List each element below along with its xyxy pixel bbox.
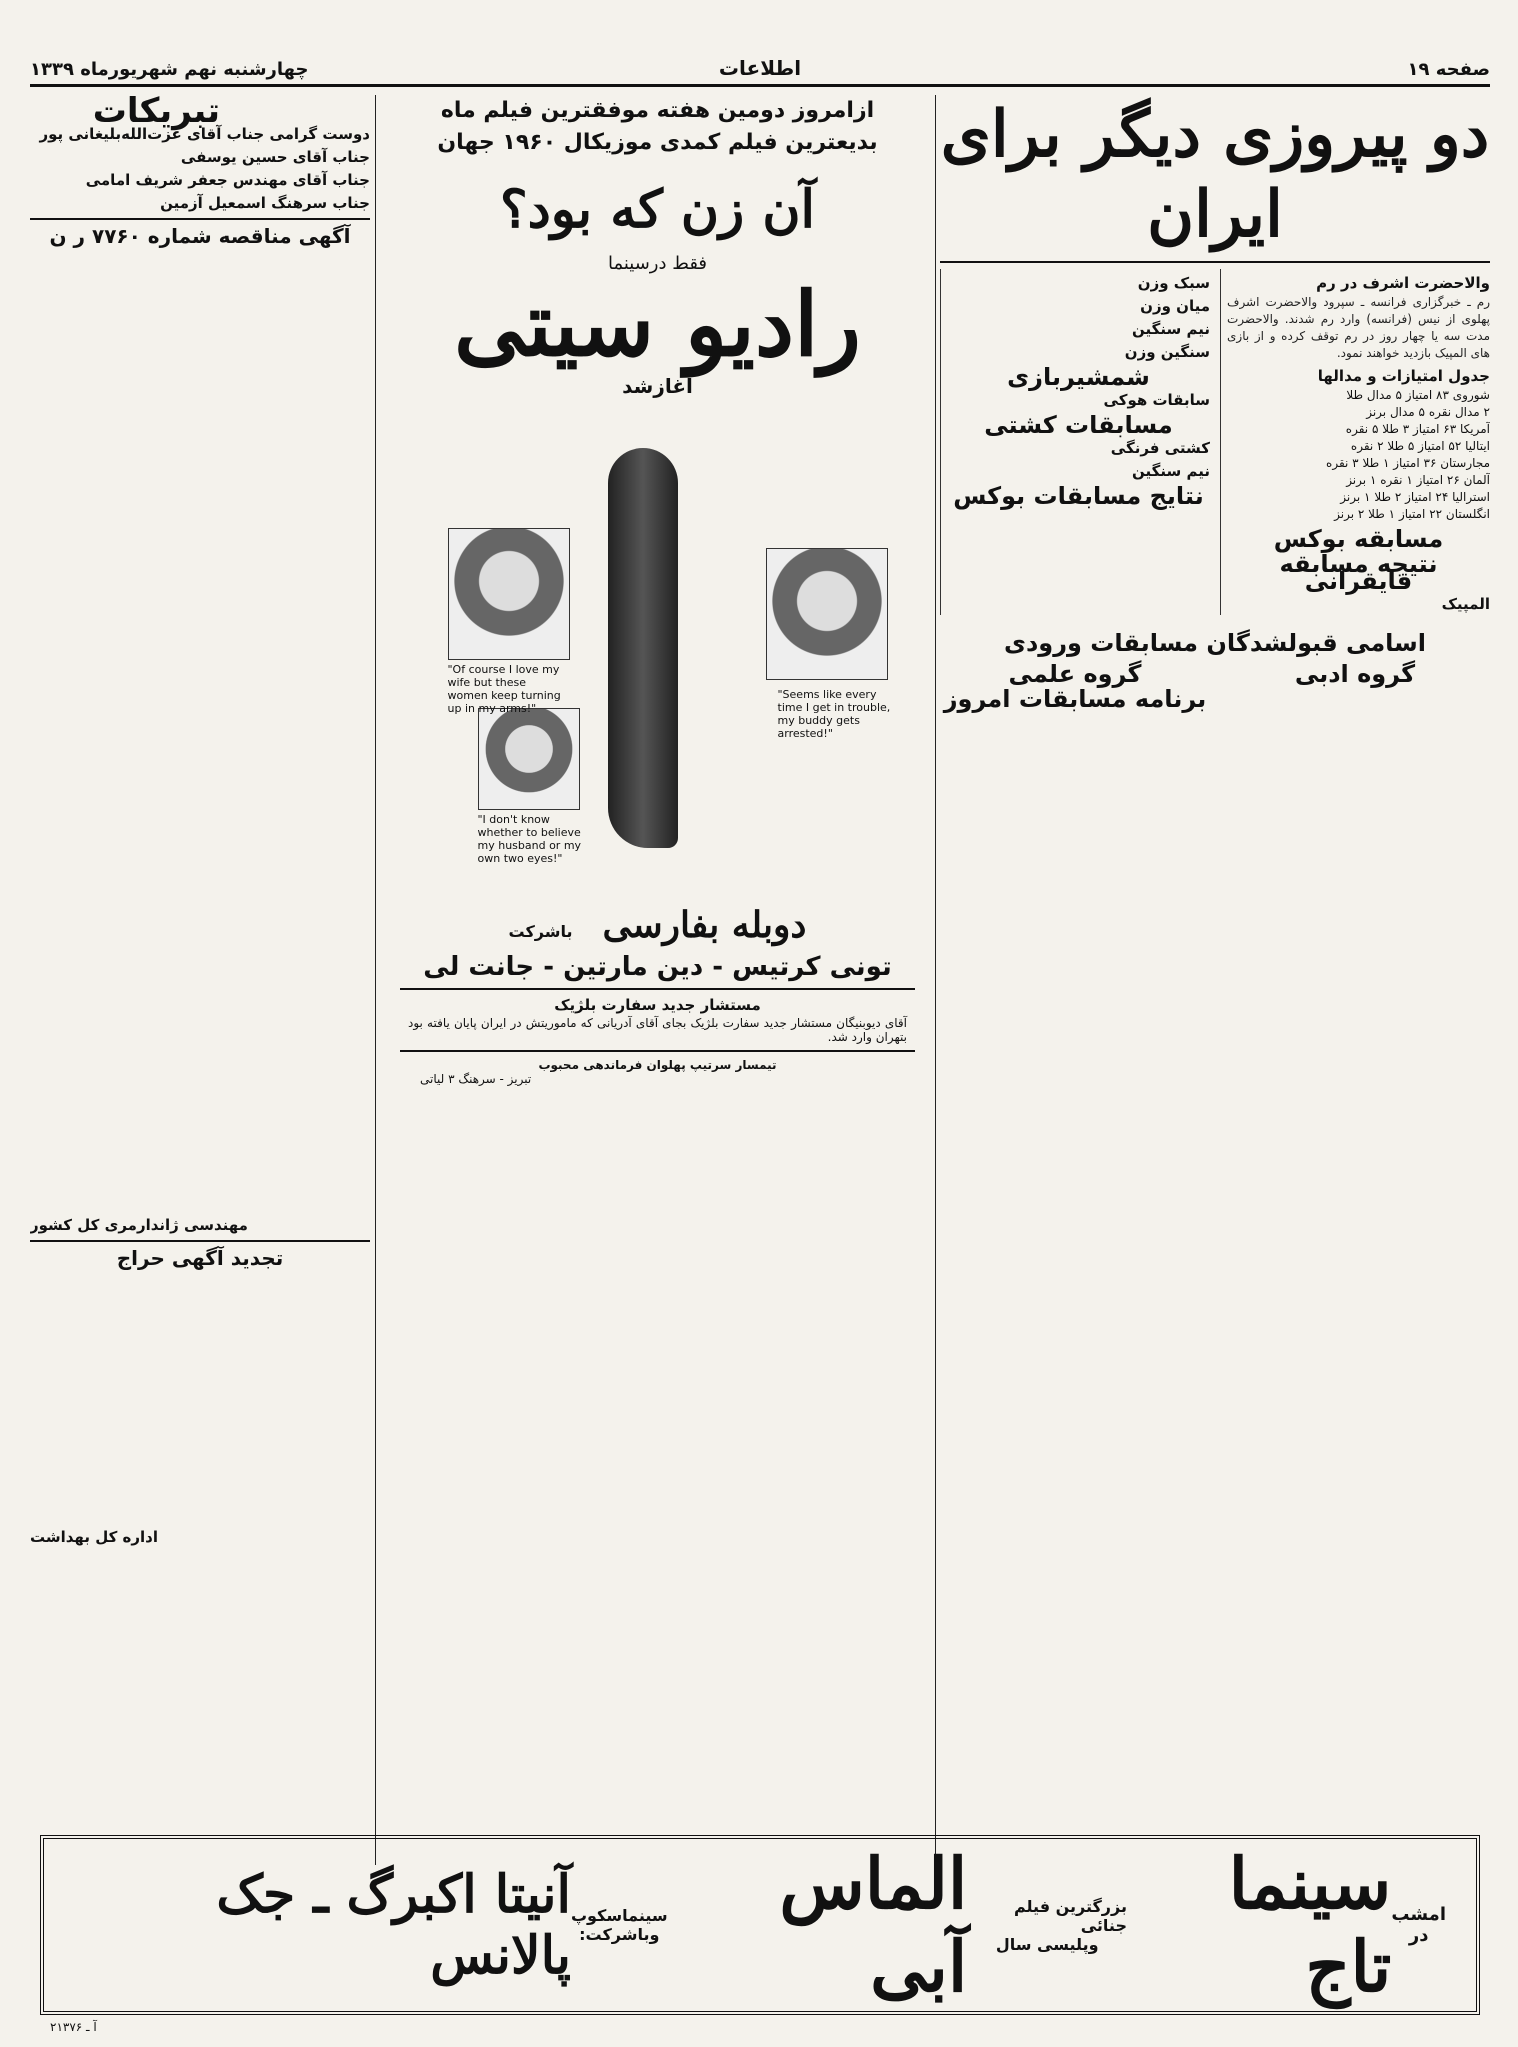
section-title: نتایج مسابقات بوکس [953,482,1204,510]
dubbed-label: دوبله بفارسی [602,904,807,946]
started-label: آغازشد [622,374,693,398]
section-title: کشتی فرنگی [1110,439,1210,457]
congrats-title: تبریکات [92,95,220,131]
admissions-list-title: اسامی قبولشدگان مسابقات ورودی [1003,629,1427,657]
film-title: الماس آبی [779,1842,968,2008]
congrats-heading: جناب سرهنگ اسمعیل آزمین [160,194,370,212]
leg-illustration [608,448,678,848]
actor-photo [448,528,570,660]
section-title: نیم سنگین [1132,462,1210,480]
medal-row: شوروی ۸۳ امتیاز ۵ مدال طلا [1346,388,1490,402]
article-body: آقای دیوبنیگان مستشار جدید سفارت بلژیک بجای آقای آدریانی که ماموریتش در ایران پایان یافته بود بتهران وارد شد. [408,1016,907,1044]
section-title: مسابقات کشتی [984,411,1173,439]
medal-row: ۲ مدال نقره ۵ مدال برنز [1366,405,1490,419]
ad-line-1: ازامروز دومین هفته موفقترین فیلم ماه [440,98,875,123]
biggest-film-label: بزرگترین فیلم جنائی [1013,1896,1127,1935]
main-headline: دو پیروزی دیگر برای ایران [940,97,1490,252]
film-title: آن زن که بود؟ [500,179,815,240]
ad-line-2: بدیعترین فیلم کمدی موزیکال ۱۹۶۰ جهان [437,130,878,155]
medal-table [1227,387,1490,523]
section-title: میان وزن [1140,297,1210,315]
medal-row: انگلستان ۲۲ امتیاز ۱ طلا ۲ برنز [1334,507,1490,521]
congrats-heading: جناب آقای مهندس جعفر شریف امامی [85,171,370,189]
section-title: سنگین وزن [1124,343,1210,361]
newspaper-name: اطلاعات [718,56,802,80]
left-column [30,95,370,1865]
medal-row: استرالیا ۲۴ امتیاز ۲ طلا ۱ برنز [1340,490,1490,504]
cinema-ad [400,95,915,1095]
section-title: نیم سنگین [1132,320,1210,338]
section-title: برنامه مسابقات امروز [943,685,1207,713]
actor-photo [766,548,888,680]
only-at: فقط درسینما [607,253,708,274]
medal-table-title: جدول امتیازات و مدالها [1317,367,1490,385]
cast-list: تونی کرتیس - دین مارتین - جانت لی [423,952,892,982]
in-label: در [1408,1925,1429,1946]
cinema-name: سینما تاج [1228,1842,1392,2008]
tender-sign: مهندسی ژاندارمری کل کشور [30,1216,248,1234]
column-rule [375,95,376,1865]
cinemascope-label: سینماسکوپ [570,1906,668,1925]
tender-title: آگهی مناقصه شماره ۷۷۶۰ ر ن [49,224,351,248]
article-lead: رم ـ خبرگزاری فرانسه ـ سپرود والاحضرت اشرف پهلوی از نیس (فرانسه) وارد رم شدند. والاحضرت مدت سه یا چهار روز در رم توقف کرده و از بازی های المپیک بازدید خواهند نمود. [1227,295,1490,360]
section-title: شمشیربازی [1007,363,1150,391]
sports-section [940,95,1490,1865]
auction-sign: اداره کل بهداشت [30,1528,158,1546]
cinema-name: رادیو سیتی [454,272,861,376]
section-title: نتیجه مسابقه قایقرانی [1279,550,1438,595]
page-number: صفحه ۱۹ [1407,59,1490,80]
issue-date: چهارشنبه نهم شهریورماه ۱۳۳۹ [30,59,309,80]
quote: "Seems like every time I get in trouble, my buddy gets arrested!" [777,688,891,740]
ad-code: آ ـ ۲۱۳۷۶ [50,2020,97,2034]
police-label: وپلیسی سال [995,1934,1099,1954]
quote: "I don't know whether to believe my husband or my own two eyes!" [477,813,582,865]
quote: "Of course I love my wife but these women keep turning up in my arms!" [447,663,561,715]
congrats-heading: جناب آقای حسین یوسفی [180,148,370,166]
medal-row: آلمان ۲۶ امتیاز ۱ نقره ۱ برنز [1346,473,1490,487]
medal-row: ایتالیا ۵۲ امتیاز ۵ طلا ۲ نقره [1350,439,1490,453]
with-label: باشرکت [508,922,573,941]
section-title: المپیک [1441,595,1490,613]
medal-row: مجارستان ۳۶ امتیاز ۱ طلا ۳ نقره [1326,456,1490,470]
section-title: گروه علمی [1008,660,1142,688]
column-rule [935,95,936,1865]
article-title: مستشار جدید سفارت بلژیک [554,996,761,1014]
ad-illustration [418,408,898,888]
notice-title: تیمسار سرتیپ پهلوان فرماندهی محبوب [538,1058,777,1072]
tonight-label: امشب [1391,1904,1446,1925]
section-title: والاحضرت اشرف در رم [1316,274,1490,292]
page-header [30,40,1490,87]
congrats-heading: دوست گرامی جناب آقای عزت‌الله‌بلیغانی پور [39,125,370,143]
with-label: وباشرکت: [579,1925,660,1944]
auction-title: تجدید آگهی حراج [116,1246,284,1270]
section-title: گروه ادبی [1294,660,1416,688]
section-title: مسابقه بوکس [1273,525,1444,553]
notice-sign: تبریز - سرهنگ ۳ لیاتی [420,1072,532,1086]
bottom-cinema-ad [40,1835,1480,2015]
medal-row: آمریکا ۶۳ امتیاز ۳ طلا ۵ نقره [1345,422,1490,436]
section-title: سابقات هوکی [1103,391,1210,409]
stars-list: آنیتا اکبرگ ـ جک پالانس [216,1864,571,1986]
actress-photo [478,708,580,810]
section-title: سبک وزن [1137,274,1210,292]
